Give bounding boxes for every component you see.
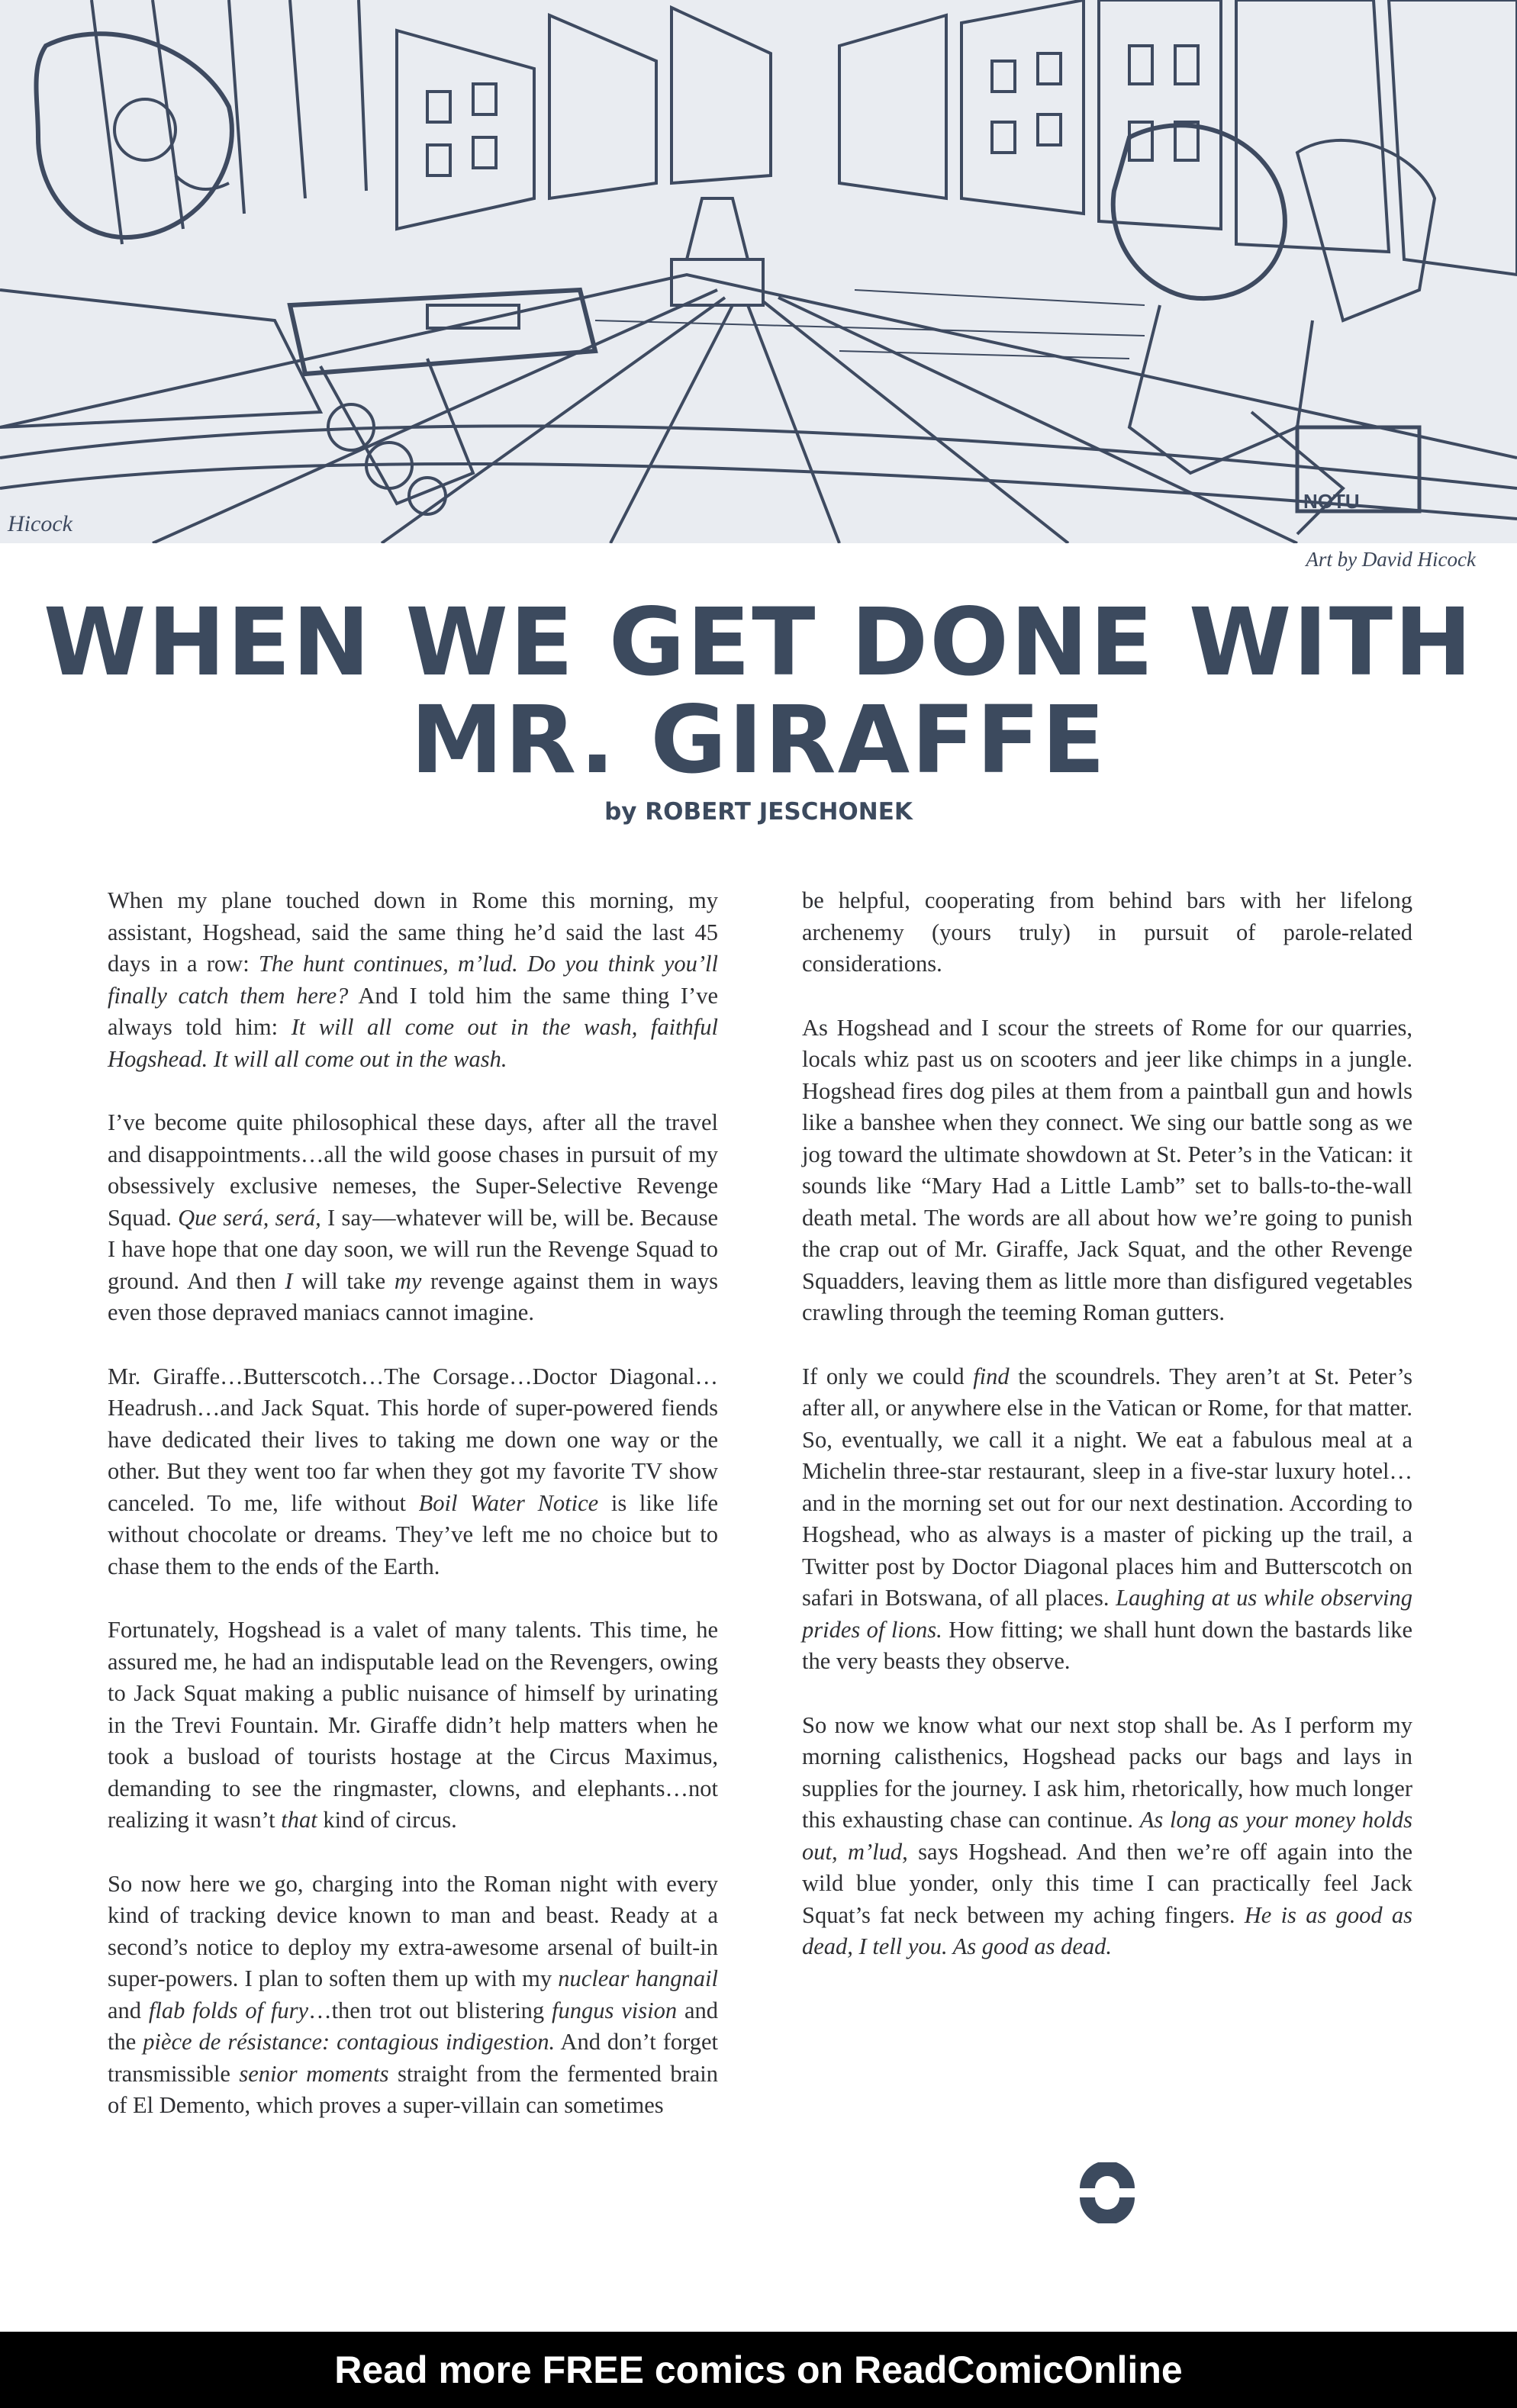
text-run: So now we know what our next stop shall be. As I perform my morning calisthenics, Hogshead packs our bags and lays in supplies for the journey. I ask him, rhetorically, how much longer this exhausting chase can continue. — [802, 1711, 1412, 1833]
right-text-column — [802, 885, 1412, 1995]
italic-text: senior moments — [239, 2060, 389, 2087]
artist-signature: Hicock — [8, 511, 72, 536]
italic-text: find — [973, 1363, 1010, 1389]
italic-text: Laughing at us while observing prides of lions. — [802, 1585, 1412, 1643]
text-run: If only we could — [802, 1363, 974, 1389]
title-line-1: WHEN WE GET DONE WITH — [43, 588, 1474, 697]
right-column-paragraph — [802, 1361, 1412, 1678]
text-run: I say—whatever will be, will be. Because I have hope that one day soon, we will run the Revenge Squad to ground. And then — [108, 1204, 719, 1294]
right-column-paragraph — [802, 1012, 1412, 1329]
text-run: And I told him the same thing I’ve always told him: — [108, 982, 718, 1040]
italic-text: flab folds of fury — [148, 1997, 309, 2023]
text-run: Mr. Giraffe…Butterscotch…The Corsage…Doctor Diagonal…Headrush…and Jack Squat. This horde of super-powered fiends have dedicated their lives to taking me down one way or the other. But they went too far when they got my favorite TV show canceled. To me, life without — [108, 1363, 718, 1516]
left-column-paragraph — [108, 885, 718, 1075]
left-column-paragraph — [108, 1361, 718, 1583]
italic-text: I — [285, 1267, 293, 1294]
left-column-paragraph — [108, 1107, 718, 1329]
italic-text: The hunt continues, m’lud. Do you think you’ll finally catch them here? — [108, 951, 719, 1009]
text-run: And don’t forget transmissible — [108, 2029, 719, 2087]
text-run: kind of circus. — [317, 1807, 457, 1833]
text-run: Fortunately, Hogshead is a valet of many talents. This time, he assured me, he had an indisputable lead on the Revengers, owing to Jack Squat making a public nuisance of himself by urinating in the Trevi Fountain. Mr. Giraffe didn’t help matters when he took a busload of tourists hostage at the Circus Maximus, demanding to see the ringmaster, clowns, and elephants…not realizing it wasn’t — [108, 1617, 718, 1833]
italic-text: nuclear hangnail — [558, 1965, 718, 1991]
left-column-paragraph — [108, 1614, 718, 1837]
text-run: will take — [292, 1267, 395, 1294]
text-run: So now here we go, charging into the Roman night with every kind of tracking device known to man and beast. Ready at a second’s notice to deploy my extra-awesome arsenal of built-in super-powers. I plan to soften them up with my — [108, 1870, 718, 1991]
italic-text: that — [281, 1807, 317, 1833]
promo-footer-banner[interactable]: Read more FREE comics on ReadComicOnline — [0, 2332, 1517, 2408]
text-run: says Hogshead. And then we’re off again into the wild blue yonder, only this time I can practically feel Jack Squat’s fat neck between my aching fingers. — [802, 1838, 1412, 1928]
italic-text: As long as your money holds out, m’lud, — [802, 1807, 1412, 1865]
right-column-paragraph — [802, 1710, 1412, 1963]
italic-text: pièce de résistance: contagious indigestion. — [143, 2029, 556, 2055]
italic-text: Boil Water Notice — [418, 1489, 599, 1516]
left-text-column — [108, 885, 718, 2154]
end-of-story-icon — [1077, 2162, 1138, 2223]
title-line-2: MR. GIRAFFE — [410, 686, 1107, 794]
author-byline: by ROBERT JESCHONEK — [604, 798, 913, 826]
art-credit: Art by David Hicock — [1306, 548, 1476, 571]
left-column-paragraph — [108, 1869, 718, 2122]
text-run: is like life without chocolate or dreams. They’ve left me no choice but to chase them to the ends of the Earth. — [108, 1489, 718, 1579]
italic-text: He is as good as dead, I tell you. As good as dead. — [802, 1901, 1412, 1959]
text-run: be helpful, cooperating from behind bars with her lifelong archenemy (yours truly) in pursuit of parole-related considerations. — [802, 887, 1412, 977]
text-run: When my plane touched down in Rome this morning, my assistant, Hogshead, said the same thing he’d said the last 45 days in a row: — [108, 887, 718, 977]
story-title — [0, 588, 1517, 794]
text-run: How fitting; we shall hunt down the bastards like the very beasts they observe. — [802, 1616, 1412, 1674]
right-column-paragraph — [802, 885, 1412, 980]
header-illustration — [0, 0, 1517, 543]
text-run: …then trot out blistering — [308, 1997, 552, 2023]
text-run: straight from the fermented brain of El Demento, which proves a super-villain can sometimes — [108, 2060, 718, 2118]
text-run: As Hogshead and I scour the streets of Rome for our quarries, locals whiz past us on scooters and jeer like chimps in a jungle. Hogshead fires dog piles at them from a paintball gun and howls like a banshee when they connect. We sing our battle song as we jog toward the ultimate showdown at St. Peter’s in the Vatican: it sounds like “Mary Had a Little Lamb” set to balls-to-the-wall death metal. The words are all about how we’re going to punish the crap out of Mr. Giraffe, Jack Squat, and the other Revenge Squadders, leaving them as little more than disfigured vegetables crawling through the teeming Roman gutters. — [802, 1014, 1412, 1325]
italic-text: It will all come out in the wash, faithful Hogshead. It will all come out in the wash. — [108, 1014, 718, 1072]
text-run: the scoundrels. They aren’t at St. Peter’s after all, or anywhere else in the Vatican or Rome, for that matter. So, eventually, we call it a night. We eat a fabulous meal at a Michelin three-star restaurant, sleep in a five-star luxury hotel…and in the morning set out for our next destination. According to Hogshead, who as always is a master of picking up the trail, a Twitter post by Doctor Diagonal places him and Butterscotch on safari in Botswana, of all places. — [802, 1363, 1412, 1611]
italic-text: fungus vision — [552, 1997, 678, 2023]
text-run: revenge against them in ways even those depraved maniacs cannot imagine. — [108, 1267, 719, 1325]
street-chase-sketch — [0, 0, 1517, 543]
italic-text: Que será, será, — [178, 1204, 321, 1231]
text-run: I’ve become quite philosophical these days, after all the travel and disappointments…all the wild goose chases in pursuit of my obsessively exclusive nemeses, the Super-Selective Revenge Squad. — [108, 1109, 718, 1231]
text-run: and — [108, 1997, 149, 2023]
italic-text: my — [394, 1267, 422, 1294]
shop-sign-text: NOTU — [1303, 490, 1360, 513]
text-run: and the — [108, 1997, 718, 2055]
